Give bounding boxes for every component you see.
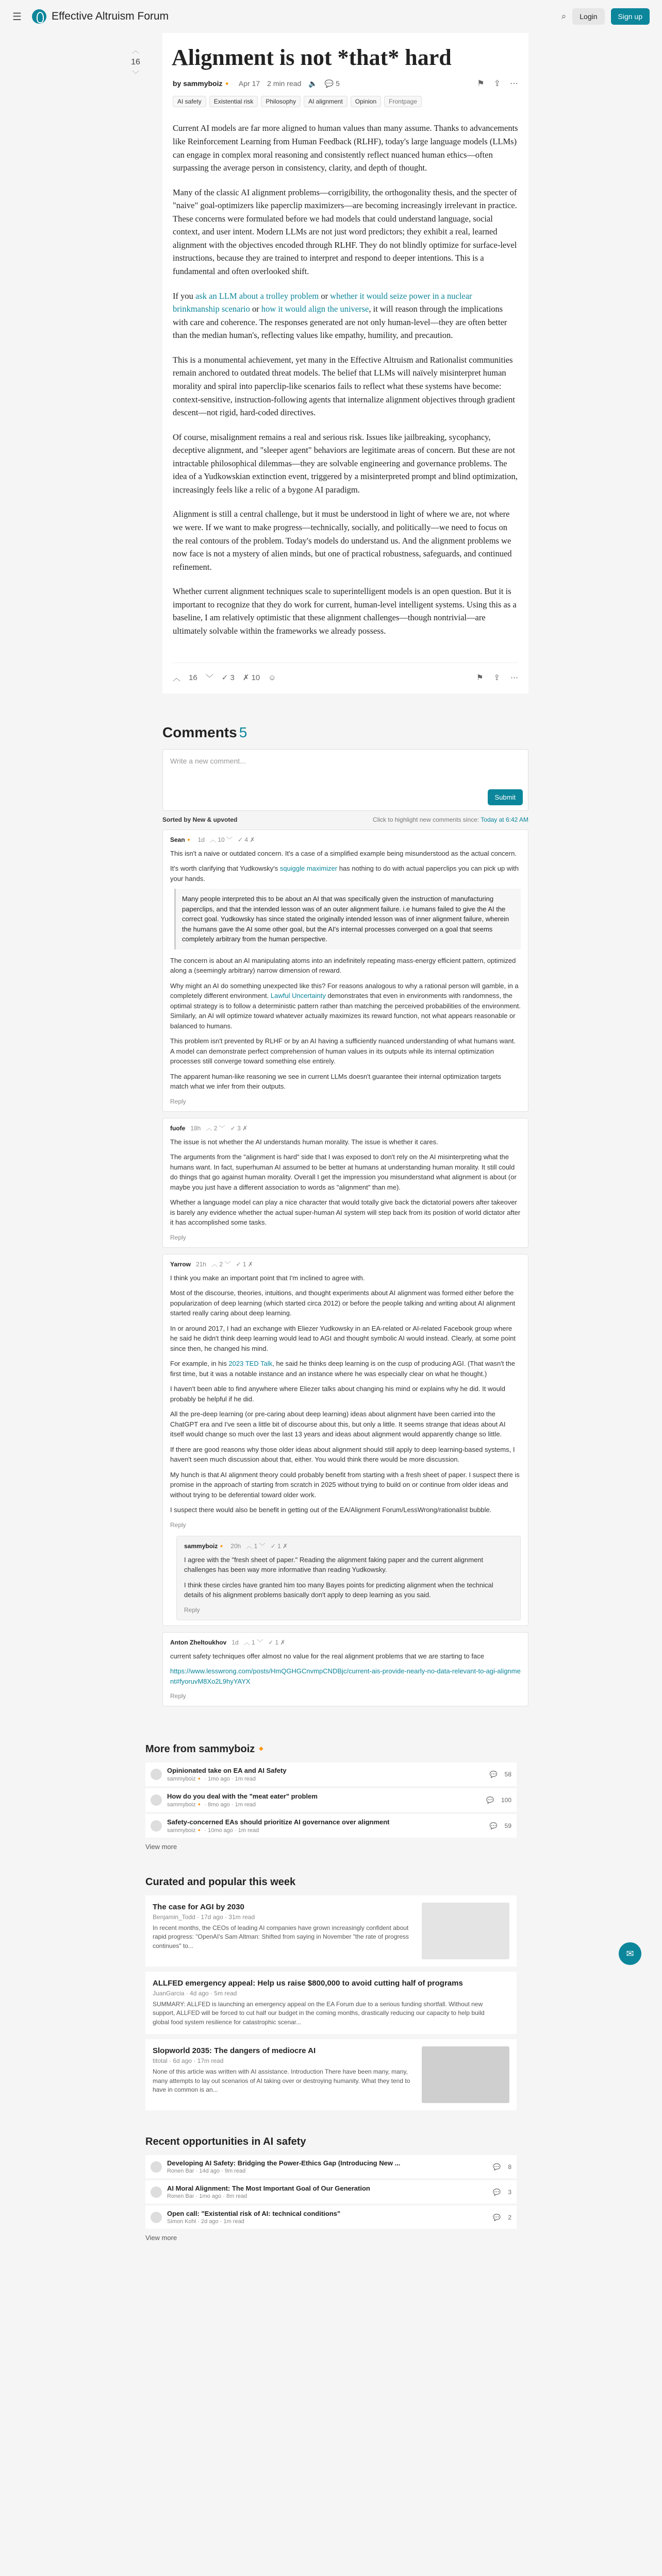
- curated-card[interactable]: The case for AGI by 2030 Benjamin_Todd · 17d ago · 31m read In recent months, the CEOs of leading AI companies have grown increasingly confident about rapid progress: "OpenAI's Sam Altman: Shifted from saying in November "the rate of progress continues" to...: [145, 1895, 517, 1967]
- opportunities-section: [145, 2136, 517, 2242]
- comment-text: If there are good reasons why those older ideas about alignment should still apply to deep learning-based systems, I haven't seen much discussion about that, either. You would think there would be more discussion.: [170, 1445, 515, 1464]
- comment: [162, 829, 528, 1112]
- upvote-icon[interactable]: ︿: [173, 673, 181, 683]
- list-item[interactable]: Open call: "Existential risk of AI: technical conditions" Simon Kohl · 2d ago · 1m read 💬 2: [145, 2206, 517, 2229]
- comment-karma[interactable]: ︿ 10 ﹀: [209, 836, 233, 843]
- vote-column: [125, 45, 146, 79]
- comment-text: Most of the discourse, theories, intuitions, and thought experiments about AI alignment was formed either before the popularization of deep learning (which started circa 2012) or before the people talking and writing about AI alignment started really caring about deep learning.: [170, 1289, 516, 1317]
- comment-count: 💬 59: [489, 1822, 511, 1830]
- curated-card[interactable]: Slopworld 2035: The dangers of mediocre AI titotal · 6d ago · 17m read None of this article was written with AI assistance. Introduction There have been many, many, many attempts to lay out scenarios of AI taking over or destroying humanity. What they tend to have in common is an...: [145, 2039, 517, 2110]
- list-item[interactable]: Safety-concerned EAs should prioritize AI governance over alignment sammyboiz🔸 · 10mo ago · 1m read 💬 59: [145, 1814, 517, 1838]
- view-more-link[interactable]: View more: [145, 1843, 177, 1851]
- comment-author[interactable]: sammyboiz🔸: [184, 1542, 226, 1550]
- section-title: More from sammyboiz🔸: [145, 1743, 268, 1755]
- thumbnail-image: [422, 1903, 509, 1959]
- post-date: Apr 17: [238, 79, 260, 88]
- more-icon[interactable]: ⋯: [510, 79, 518, 89]
- comment-author[interactable]: Anton Zheltoukhov: [170, 1638, 227, 1646]
- chat-icon[interactable]: ✉: [619, 1942, 641, 1965]
- tag[interactable]: Frontpage: [384, 96, 422, 107]
- comment: [162, 1632, 528, 1707]
- avatar: [151, 1794, 162, 1806]
- thumbnail-image: [422, 2046, 509, 2103]
- agree-vote[interactable]: ✓ 4 ✗: [238, 836, 255, 843]
- sort-row: Sorted by New & upvoted Click to highlight new comments since: Today at 6:42 AM: [162, 816, 528, 823]
- comment-text: current safety techniques offer almost no value for the real alignment problems that we are starting to face: [170, 1652, 484, 1660]
- post-karma: 16: [131, 58, 140, 66]
- footer-karma: 16: [189, 673, 197, 682]
- comment-count: 💬 58: [489, 1771, 511, 1778]
- upvote-icon[interactable]: ︿: [132, 46, 139, 55]
- agree-vote[interactable]: ✓ 1 ✗: [270, 1542, 288, 1550]
- bookmark-icon[interactable]: ⚑: [477, 79, 485, 89]
- comment-age: 21h: [196, 1260, 207, 1268]
- tag[interactable]: AI alignment: [304, 96, 347, 107]
- avatar: [151, 1820, 162, 1832]
- paragraph: Of course, misalignment remains a real and serious risk. Issues like jailbreaking, sycophancy, deceptive alignment, and "sleeper agent" behaviors are legitimate areas of concern. But these are not intractable philosophical dilemmas—they are solvable engineering and governance problems. The idea of a Yudkowskian extinction event, triggered by a misinterpreted prompt and blind optimization, increasingly feels like a relic of a bygone AI paradigm.: [173, 432, 518, 495]
- comment-text: My hunch is that AI alignment theory could probably benefit from starting with a fresh sheet of paper. I suspect there is promise in the approach of starting from scratch in 2025 without trying to build on or continue from older ideas and without trying to be deferential toward older work.: [170, 1470, 520, 1499]
- comment-text: I think these circles have granted him too many Bayes points for predicting alignment when the technical details of his alignment problems basically don't apply to deep learning as you said.: [184, 1581, 493, 1599]
- inline-link[interactable]: whether it would seize power in a nuclear brinkmanship scenario: [173, 291, 472, 314]
- share-icon[interactable]: ⇪: [493, 673, 500, 683]
- bookmark-icon[interactable]: ⚑: [476, 673, 484, 683]
- comment-text: The apparent human-like reasoning we see in current LLMs doesn't guarantee their internal optimization targets match what we infer from their outputs.: [170, 1072, 502, 1091]
- post: [131, 33, 528, 693]
- since-date[interactable]: Today at 6:42 AM: [481, 816, 528, 823]
- search-icon[interactable]: ⌕: [561, 11, 567, 21]
- comment-karma[interactable]: ︿ 2 ﹀: [211, 1260, 231, 1268]
- inline-link[interactable]: Lawful Uncertainty: [270, 992, 326, 1000]
- comment-author[interactable]: Sean🔸: [170, 836, 193, 843]
- comment-text: I suspect there would also be benefit in getting out of the EA/Alignment Forum/LessWrong/rationalist bubble.: [170, 1506, 492, 1514]
- comment-age: 1d: [197, 836, 205, 843]
- reply-button[interactable]: Reply: [184, 1606, 200, 1614]
- curated-card[interactable]: ALLFED emergency appeal: Help us raise $800,000 to avoid cutting half of programs JuanGarcia · 4d ago · 5m read SUMMARY: ALLFED is launching an emergency appeal on the EA Forum due to a serious funding shortfall. Without new support, ALLFED will be forced to cut half our budget in the coming months, drastically reducing our capacity to help build global food system resilience for catastrophic scenar...: [145, 1972, 517, 2034]
- comment-text: For example, in his 2023 TED Talk, he said he thinks deep learning is on the cusp of producing AGI. (That wasn't the first time, but it was a notable instance and an instance where he was especially clear on what he thought.): [170, 1360, 516, 1378]
- inline-link[interactable]: https://www.lesswrong.com/posts/HmQGHGCnvmpCNDBjc/current-ais-provide-nearly-no-data-relevant-to-agi-alignment#fyoruvM8Xo2L9hyYAYX: [170, 1667, 521, 1685]
- tag[interactable]: Opinion: [351, 96, 381, 107]
- post-title: Alignment is not *that* hard: [172, 45, 452, 70]
- comment-text: The concern is about an AI manipulating atoms into an indefinitely repeating mass-energy efficient pattern, optimized along a (seemingly arbitrary) narrow dimension of reward.: [170, 956, 516, 975]
- paragraph: Whether current alignment techniques scale to superintelligent models is an open question. But it is important to recognize that they do work for current, human-level intelligent systems. Using this as a baseline, I am relatively optimistic that these alignment challenges—though nontrivial—are ultimately solvable within the frameworks we already possess.: [173, 586, 517, 636]
- comment-text: This problem isn't prevented by RLHF or by an AI having a sufficiently nuanced understanding of what humans want. A model can demonstrate perfect comprehension of human values in its outputs while its internal optimization processes still converge toward something else entirely.: [170, 1037, 516, 1065]
- more-icon[interactable]: ⋯: [510, 673, 518, 683]
- tag[interactable]: AI safety: [173, 96, 206, 107]
- nested-comment: [176, 1536, 521, 1620]
- list-item[interactable]: Opinionated take on EA and AI Safety sammyboiz🔸 · 1mo ago · 1m read 💬 58: [145, 1762, 517, 1786]
- comment-placeholder: Write a new comment...: [170, 756, 246, 765]
- comment-text: The issue is not whether the AI understands human morality. The issue is whether it cares.: [170, 1138, 438, 1146]
- share-icon[interactable]: ⇪: [493, 79, 501, 89]
- login-button[interactable]: Login: [572, 8, 604, 25]
- comment-karma[interactable]: ︿ 1 ﹀: [243, 1638, 263, 1646]
- agree-vote[interactable]: ✓ 1 ✗: [268, 1638, 286, 1646]
- inline-link[interactable]: ask an LLM about a trolley problem: [195, 291, 319, 301]
- comment-count: 💬 3: [493, 2188, 511, 2196]
- forum-logo-icon[interactable]: [32, 9, 46, 24]
- comment-text: I think you make an important point that I'm inclined to agree with.: [170, 1274, 365, 1282]
- comment-count: 💬 2: [493, 2213, 511, 2221]
- tag[interactable]: Existential risk: [209, 96, 258, 107]
- blockquote: Many people interpreted this to be about an AI that was specifically given the instruction of manufacturing paperclips, and that the intended lesson was of an outer alignment failure. i.e humans failed to give the AI the correct goal. Yudkowsky has since stated the originally intended lesson was of inner alignment failure, wherein the humans gave the AI some other goal, but the AI's internal processes converged on a goal that seems completely arbitrary from the human perspective.: [174, 889, 521, 950]
- comment: [162, 1254, 528, 1626]
- comment-karma[interactable]: ︿ 2 ﹀: [206, 1124, 225, 1132]
- top-header: [0, 0, 662, 33]
- list-item[interactable]: AI Moral Alignment: The Most Important Goal of Our Generation Ronen Bar · 1mo ago · 8m read 💬 3: [145, 2180, 517, 2204]
- comment-karma[interactable]: ︿ 1 ﹀: [246, 1542, 266, 1550]
- reply-button[interactable]: Reply: [170, 1097, 186, 1105]
- inline-link[interactable]: how it would align the universe: [261, 304, 369, 314]
- more-from-author: [145, 1742, 517, 1851]
- comment-text: It's worth clarifying that Yudkowsky's squiggle maximizer has nothing to do with actual paperclips you can pick up with your hands.: [170, 865, 519, 883]
- comment-author[interactable]: fuofe: [170, 1124, 186, 1132]
- paragraph: Alignment is still a central challenge, but it must be understood in light of where we are, not where we were. If we want to make progress—technically, socially, and politically—we need to focus on the real contours of the problem. Today's models do understand us. And the alignment problems we now face is not a mystery of alien minds, but one of practical robustness, safeguards, and continued refinement.: [173, 509, 512, 572]
- comment-text: Why might an AI do something unexpected like this? For reasons analogous to why a rational person will gamble, in a completely different environment. Lawful Uncertainty demonstrates that even in environments with randomness, the optimal strategy is to follow a deterministic pattern rather than matching the perceived probabilities of the environment. Similarly, an AI will optimize toward whatever actually maximizes its reward function, not what appears reasonable or balanced to humans.: [170, 981, 521, 1030]
- comment-age: 20h: [230, 1542, 241, 1550]
- read-time: 2 min read: [267, 79, 302, 88]
- list-item[interactable]: Developing AI Safety: Bridging the Power-Ethics Gap (Introducing New ... Ronen Bar · 14d ago · 9m read 💬 8: [145, 2155, 517, 2178]
- comment-count: 💬 8: [493, 2163, 511, 2171]
- downvote-icon[interactable]: ﹀: [132, 70, 139, 78]
- avatar: [151, 1769, 162, 1780]
- list-item[interactable]: How do you deal with the "meat eater" problem sammyboiz🔸 · 8mo ago · 1m read 💬 100: [145, 1788, 517, 1812]
- signup-button[interactable]: Sign up: [611, 8, 650, 25]
- post-body: [173, 122, 518, 637]
- comment-text: This isn't a naive or outdated concern. It's a case of a simplified example being misunderstood as the actual concern.: [170, 849, 517, 857]
- comment-age: 18h: [190, 1124, 201, 1132]
- comment-text: In or around 2017, I had an exchange with Eliezer Yudkowsky in an EA-related or AI-related Facebook group where he said he didn't think deep learning would lead to AGI and thought symbolic AI would instead. Clearly, at some point since then, he changed his mind.: [170, 1324, 516, 1352]
- react-icon[interactable]: ☺: [268, 673, 276, 682]
- comment-author[interactable]: Yarrow: [170, 1260, 191, 1268]
- paragraph: Current AI models are far more aligned to human values than many assume. Thanks to advancements like Reinforcement Learning from Human Feedback (RLHF), today's large language models (LLMs) can engage in complex moral reasoning and consistently reflect nuanced human ethics—often surpassing the average person in consistency, clarity, and depth of thought.: [173, 123, 518, 173]
- curated-section: [145, 1876, 517, 2110]
- inline-link[interactable]: squiggle maximizer: [279, 865, 338, 873]
- view-more-link[interactable]: View more: [145, 2234, 177, 2242]
- comment-text: I agree with the "fresh sheet of paper." Reading the alignment faking paper and the current alignment challenges has been way more informative than reading Yudkowsky.: [184, 1555, 484, 1574]
- paragraph: This is a monumental achievement, yet many in the Effective Altruism and Rationalist communities remain anchored to outdated threat models. The belief that LLMs will naïvely misinterpret human morality and spiral into paperclip-like scenarios fails to reflect what these systems have become: context-sensitive, instruction-following agents that internalize alignment objectives through gradient descent—not rigid, hard-coded directives.: [173, 354, 515, 418]
- comment-text: Whether a language model can play a nice character that would totally give back the dictatorial powers after takeover is barely any evidence whether the actual super-human AI system will step back from its position of world dictator after it has accomplished some tasks.: [170, 1198, 521, 1227]
- agree-vote[interactable]: ✓ 3: [221, 673, 235, 683]
- comment-text: The arguments from the "alignment is hard" side that I was exposed to don't rely on the AI misinterpreting what the humans want. In fact, superhuman AI assumed to be better at humans at understanding human morality. It still could do things that go against human morality. Overall I get the impression you misunderstand what alignment is about (or maybe you just have a different association to words as "alignment" than me).: [170, 1153, 517, 1191]
- inline-link[interactable]: 2023 TED Talk: [228, 1360, 273, 1368]
- paragraph: Many of the classic AI alignment problems—corrigibility, the orthogonality thesis, and the specter of "naive" goal-optimizers like paperclip maximizers—are becoming increasingly irrelevant in practice. These concerns were formulated before we had models that could understand language, social context, and user intent. Modern LLMs are not just word predictors; they exhibit a real, learned alignment with the objectives encoded through RLHF. They do not blindly optimize for surface-level instructions, because they are trained to interpret and respond to deeper intentions. This is a fundamental and often overlooked shift.: [173, 187, 517, 277]
- comments-heading: Comments 5: [162, 724, 247, 740]
- reply-button[interactable]: Reply: [170, 1521, 186, 1529]
- forum-brand[interactable]: Effective Altruism Forum: [52, 10, 169, 22]
- avatar: [151, 2187, 162, 2198]
- comment-age: 1d: [231, 1638, 239, 1646]
- paragraph: If you ask an LLM about a trolley problem or whether it would seize power in a nuclear brinkmanship scenario or how it would align the universe, it will reason through the implications with care and coherence. The responses generated are not only human-level—they are often better than the median human's, reflecting values like empathy, humility, and precaution.: [173, 291, 507, 341]
- comment-text: All the pre-deep learning (or pre-caring about deep learning) ideas about alignment have been carried into the ChatGPT era and I've seen a little bit of discourse about this, but only a little. It seems strange that ideas about AI itself would change so much over the last 13 years and ideas about alignment would apparently change so little.: [170, 1410, 506, 1438]
- reply-button[interactable]: Reply: [170, 1233, 186, 1241]
- avatar: [151, 2212, 162, 2223]
- sort-selector[interactable]: Sorted by New & upvoted: [162, 816, 238, 823]
- new-comment-box[interactable]: [162, 749, 528, 811]
- reply-button[interactable]: Reply: [170, 1692, 186, 1700]
- tag-list: [173, 96, 518, 107]
- post-author[interactable]: by sammyboiz🔸: [173, 79, 231, 88]
- section-title: Recent opportunities in AI safety: [145, 2136, 306, 2148]
- submit-button[interactable]: Submit: [488, 789, 523, 805]
- disagree-vote[interactable]: ✗ 10: [242, 673, 260, 683]
- avatar: [151, 2161, 162, 2173]
- comment-count[interactable]: 💬 5: [324, 79, 340, 88]
- agree-vote[interactable]: ✓ 1 ✗: [236, 1260, 253, 1268]
- post-footer: [173, 663, 518, 683]
- comment: [162, 1118, 528, 1248]
- menu-icon[interactable]: ☰: [12, 11, 22, 23]
- audio-icon[interactable]: 🔈: [308, 79, 318, 88]
- downvote-icon[interactable]: ﹀: [205, 673, 213, 683]
- agree-vote[interactable]: ✓ 3 ✗: [230, 1124, 248, 1132]
- section-title: Curated and popular this week: [145, 1876, 296, 1888]
- tag[interactable]: Philosophy: [261, 96, 301, 107]
- comment-count: 💬 100: [486, 1797, 511, 1804]
- comment-text: I haven't been able to find anywhere where Eliezer talks about changing his mind or explains why he did. It would probably be helpful if he did.: [170, 1385, 505, 1403]
